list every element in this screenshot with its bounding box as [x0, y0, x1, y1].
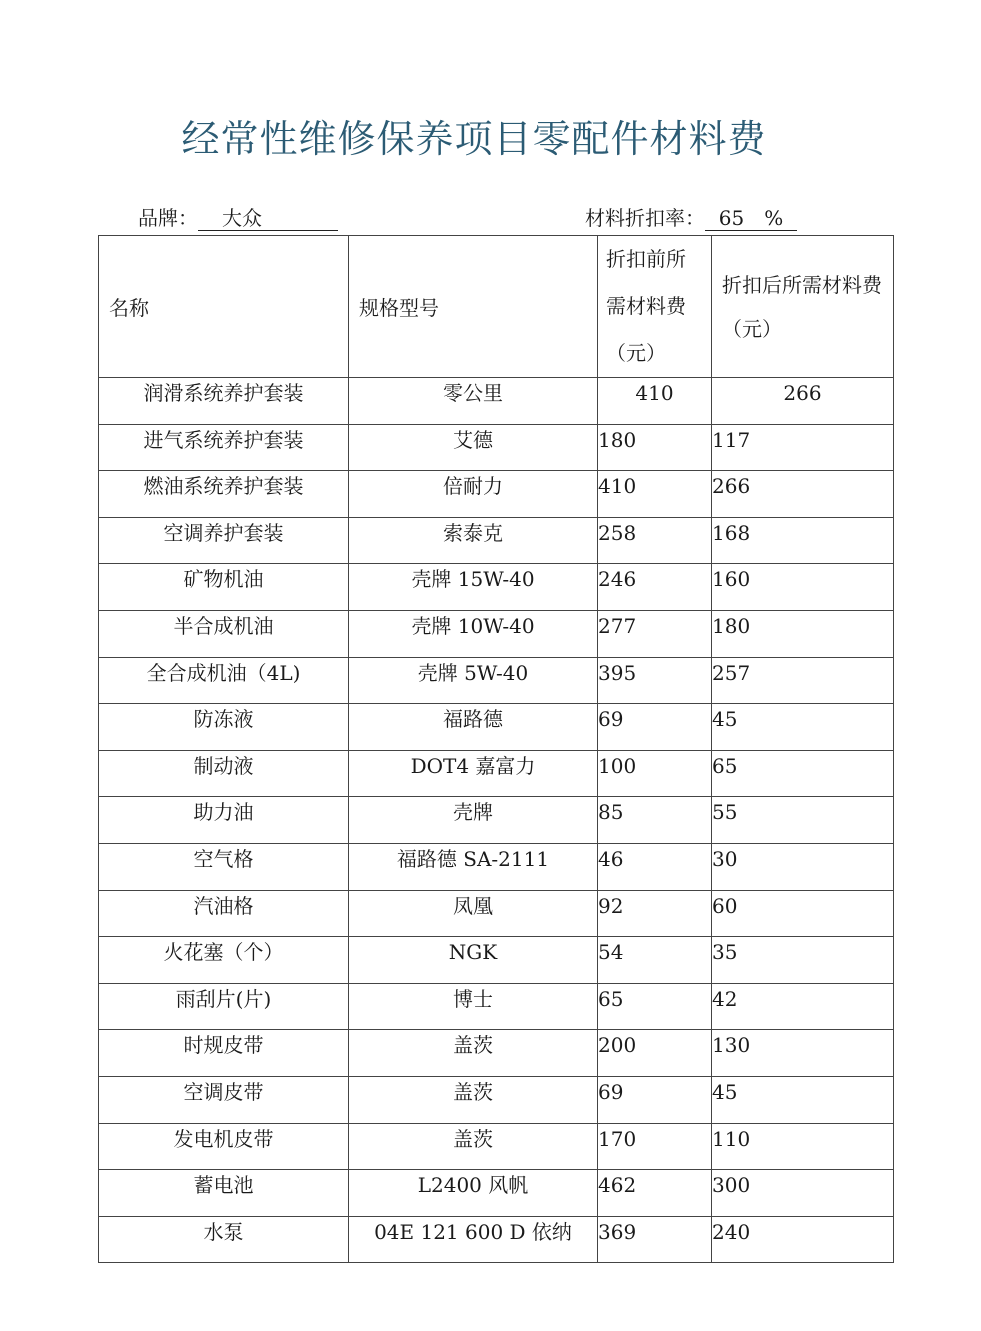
cell-name: 空调皮带 — [99, 1076, 349, 1123]
cell-pre-discount: 170 — [598, 1123, 712, 1170]
table-row — [99, 750, 894, 797]
cell-pre-discount: 46 — [598, 843, 712, 890]
cell-post-discount: 65 — [712, 750, 894, 797]
cell-spec: 04E 121 600 D 依纳 — [349, 1216, 598, 1263]
cell-pre-discount: 92 — [598, 890, 712, 937]
cell-spec: 壳牌 — [349, 797, 598, 844]
cell-spec: 盖茨 — [349, 1030, 598, 1077]
discount-rate-label: 材料折扣率： — [585, 206, 705, 230]
cell-pre-discount: 410 — [598, 471, 712, 518]
cell-pre-discount: 395 — [598, 657, 712, 704]
brand-line — [138, 205, 338, 231]
cell-spec: 壳牌 15W-40 — [349, 564, 598, 611]
cell-post-discount: 35 — [712, 937, 894, 984]
cell-spec: 凤凰 — [349, 890, 598, 937]
cell-pre-discount: 69 — [598, 704, 712, 751]
cell-post-discount: 300 — [712, 1170, 894, 1217]
brand-field — [198, 206, 338, 231]
cell-spec: L2400 风帆 — [349, 1170, 598, 1217]
cell-name: 雨刮片(片) — [99, 983, 349, 1030]
discount-rate-line — [585, 205, 797, 231]
cell-name: 时规皮带 — [99, 1030, 349, 1077]
cell-spec: NGK — [349, 937, 598, 984]
cell-post-discount: 55 — [712, 797, 894, 844]
cell-name: 矿物机油 — [99, 564, 349, 611]
cell-post-discount: 110 — [712, 1123, 894, 1170]
cell-spec: DOT4 嘉富力 — [349, 750, 598, 797]
table-row — [99, 564, 894, 611]
table-row — [99, 1123, 894, 1170]
cell-post-discount: 180 — [712, 610, 894, 657]
cell-post-discount: 60 — [712, 890, 894, 937]
cell-name: 空气格 — [99, 843, 349, 890]
cell-pre-discount: 54 — [598, 937, 712, 984]
table-row — [99, 378, 894, 425]
cell-pre-discount: 180 — [598, 424, 712, 471]
table-row — [99, 704, 894, 751]
cell-pre-discount: 69 — [598, 1076, 712, 1123]
cell-pre-discount: 200 — [598, 1030, 712, 1077]
cell-post-discount: 30 — [712, 843, 894, 890]
header-name: 名称 — [99, 236, 349, 378]
brand-label: 品牌： — [138, 206, 198, 230]
discount-rate-value: 65 % — [705, 206, 797, 231]
page-title: 经常性维修保养项目零配件材料费 — [181, 117, 767, 161]
cell-pre-discount: 258 — [598, 517, 712, 564]
cell-name: 汽油格 — [99, 890, 349, 937]
table-row — [99, 424, 894, 471]
cell-name: 蓄电池 — [99, 1170, 349, 1217]
cell-name: 全合成机油（4L) — [99, 657, 349, 704]
cell-name: 半合成机油 — [99, 610, 349, 657]
table-row — [99, 1170, 894, 1217]
table-row — [99, 517, 894, 564]
cell-name: 进气系统养护套装 — [99, 424, 349, 471]
cell-spec: 盖茨 — [349, 1076, 598, 1123]
cell-post-discount: 42 — [712, 983, 894, 1030]
cell-post-discount: 45 — [712, 1076, 894, 1123]
cell-name: 燃油系统养护套装 — [99, 471, 349, 518]
cell-spec: 壳牌 5W-40 — [349, 657, 598, 704]
cell-name: 火花塞（个） — [99, 937, 349, 984]
table-row — [99, 1030, 894, 1077]
cell-post-discount: 240 — [712, 1216, 894, 1263]
cell-name: 制动液 — [99, 750, 349, 797]
table-row — [99, 471, 894, 518]
cell-spec: 博士 — [349, 983, 598, 1030]
table-row — [99, 890, 894, 937]
cell-post-discount: 168 — [712, 517, 894, 564]
cell-post-discount: 257 — [712, 657, 894, 704]
brand-value: 大众 — [222, 206, 262, 230]
header-pre-discount: 折扣前所需材料费（元） — [598, 236, 712, 378]
cell-spec: 零公里 — [349, 378, 598, 425]
cell-spec: 壳牌 10W-40 — [349, 610, 598, 657]
parts-cost-table — [98, 235, 894, 1263]
table-row — [99, 937, 894, 984]
cell-name: 空调养护套装 — [99, 517, 349, 564]
cell-spec: 盖茨 — [349, 1123, 598, 1170]
cell-post-discount: 266 — [712, 378, 894, 425]
cell-pre-discount: 369 — [598, 1216, 712, 1263]
cell-pre-discount: 100 — [598, 750, 712, 797]
table-row — [99, 983, 894, 1030]
cell-post-discount: 130 — [712, 1030, 894, 1077]
cell-pre-discount: 85 — [598, 797, 712, 844]
cell-name: 水泵 — [99, 1216, 349, 1263]
cell-post-discount: 160 — [712, 564, 894, 611]
table-row — [99, 797, 894, 844]
cell-name: 助力油 — [99, 797, 349, 844]
cell-post-discount: 45 — [712, 704, 894, 751]
cell-pre-discount: 462 — [598, 1170, 712, 1217]
table-row — [99, 843, 894, 890]
cell-post-discount: 117 — [712, 424, 894, 471]
header-post-discount: 折扣后所需材料费（元） — [712, 236, 894, 378]
cell-spec: 倍耐力 — [349, 471, 598, 518]
cell-name: 润滑系统养护套装 — [99, 378, 349, 425]
cell-pre-discount: 246 — [598, 564, 712, 611]
table-row — [99, 1076, 894, 1123]
cell-spec: 福路德 SA-2111 — [349, 843, 598, 890]
cell-pre-discount: 410 — [598, 378, 712, 425]
table-body — [99, 378, 894, 1263]
cell-spec: 艾德 — [349, 424, 598, 471]
cell-name: 发电机皮带 — [99, 1123, 349, 1170]
table-row — [99, 1216, 894, 1263]
header-spec: 规格型号 — [349, 236, 598, 378]
cell-pre-discount: 65 — [598, 983, 712, 1030]
cell-name: 防冻液 — [99, 704, 349, 751]
cell-spec: 福路德 — [349, 704, 598, 751]
cell-post-discount: 266 — [712, 471, 894, 518]
table-row — [99, 657, 894, 704]
cell-pre-discount: 277 — [598, 610, 712, 657]
table-row — [99, 610, 894, 657]
cell-spec: 索泰克 — [349, 517, 598, 564]
table-header-row — [99, 236, 894, 378]
